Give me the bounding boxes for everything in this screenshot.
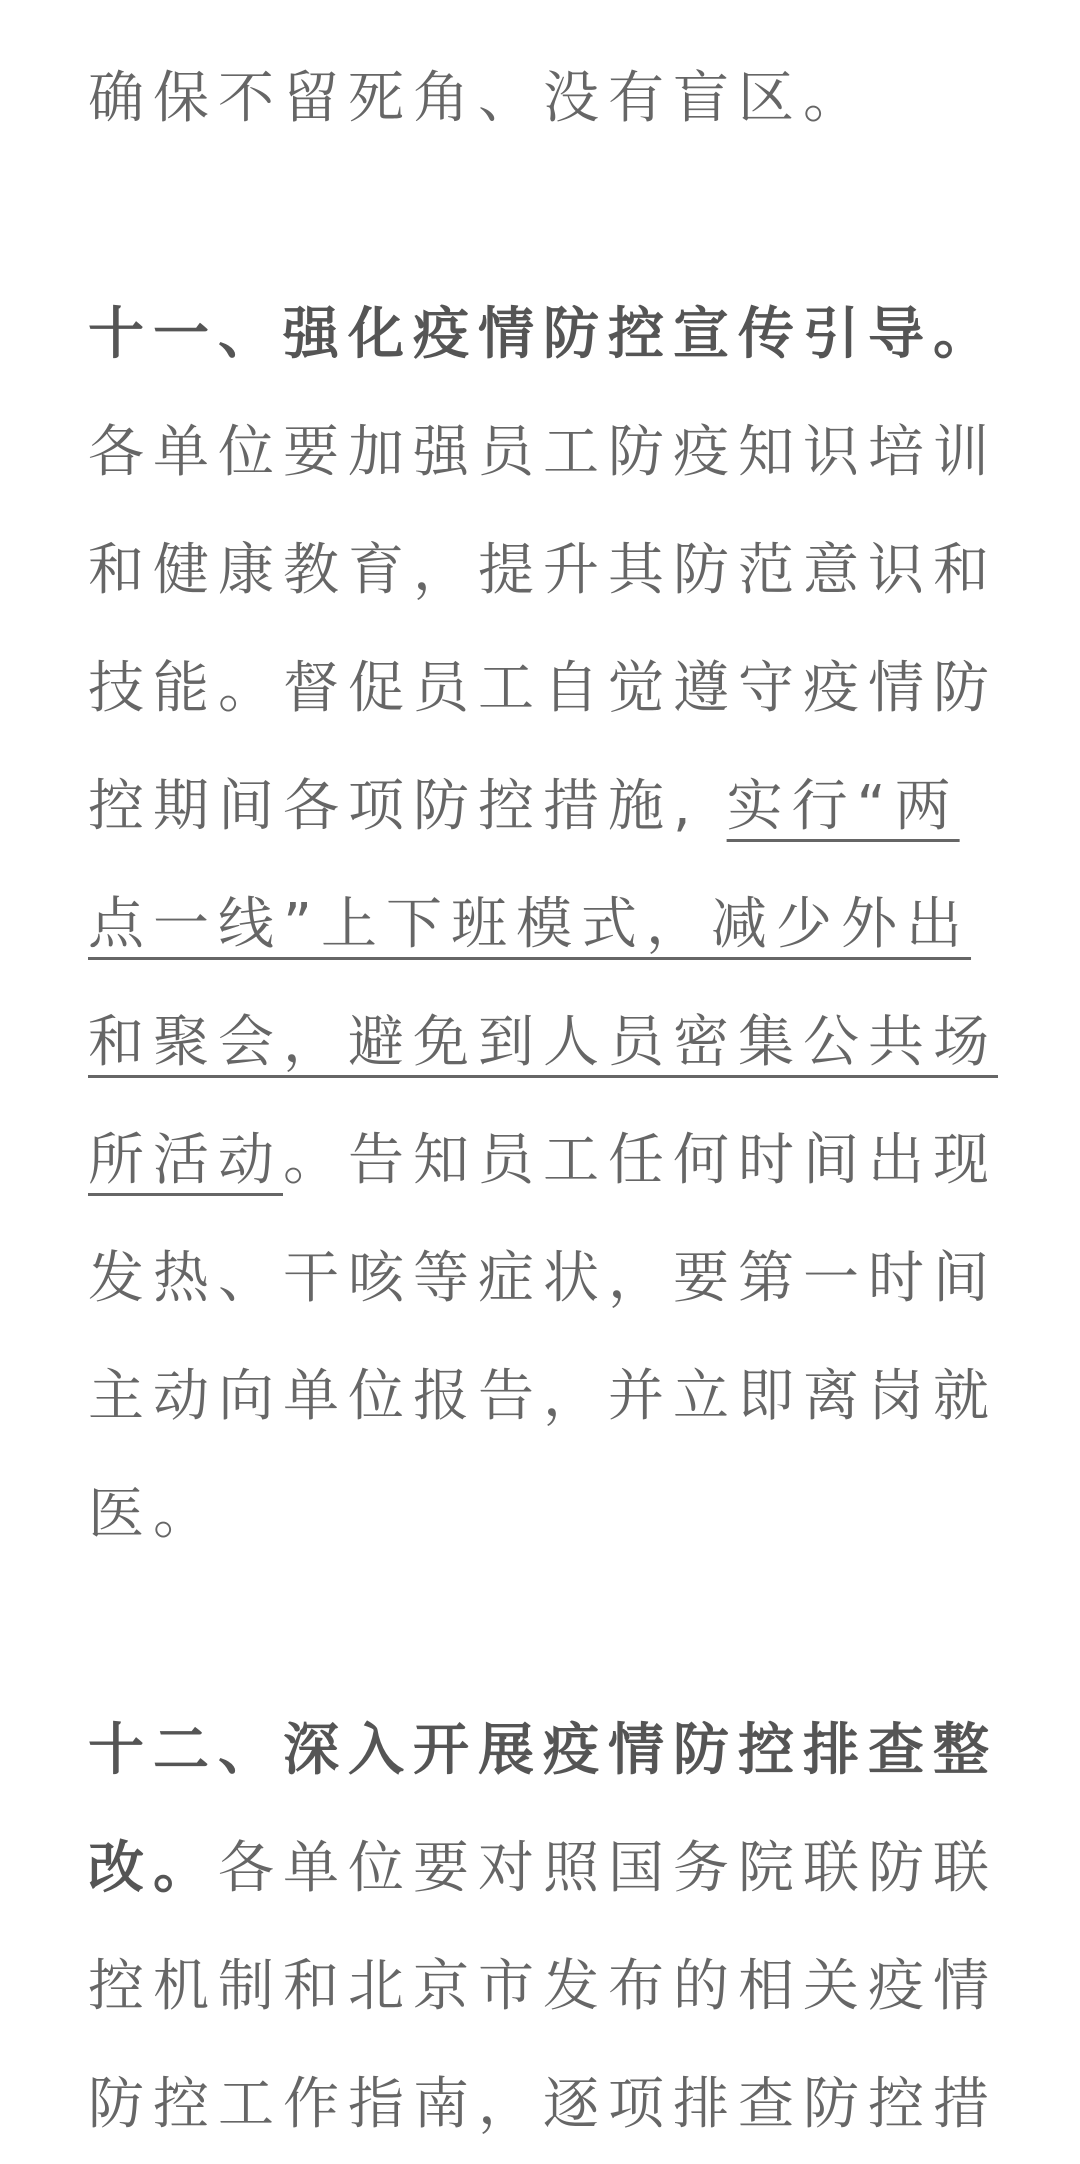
section-11-heading: 十一、强化疫情防控宣传引导。 <box>88 302 998 367</box>
paragraph-spacer <box>88 158 998 276</box>
section-11 <box>88 276 998 1574</box>
section-12-heading: 十二、深入开展疫情防控排查整改。 <box>88 1718 998 1901</box>
paragraph-top <box>88 40 998 158</box>
section-11-text-after: 。告知员工任何时间出现发热、干咳等症状，要第一时间主动向单位报告，并立即离岗就医。 <box>88 1128 998 1547</box>
section-12-text: 各单位要对照国务院联防联控机制和北京市发布的相关疫情防控工作指南，逐项排查防控措 <box>88 1836 998 2137</box>
paragraph-spacer <box>88 1574 998 1692</box>
section-12 <box>88 1692 998 2164</box>
section-11-underlined-text: 实行“两点一线”上下班模式，减少外出和聚会，避免到人员密集公共场所活动 <box>88 774 998 1193</box>
article-body <box>88 40 998 2164</box>
paragraph-top-text: 确保不留死角、没有盲区。 <box>88 66 868 131</box>
section-11-text-before: 各单位要加强员工防疫知识培训和健康教育，提升其防范意识和技能。督促员工自觉遵守疫情防控期间各项防控措施, <box>88 420 998 839</box>
